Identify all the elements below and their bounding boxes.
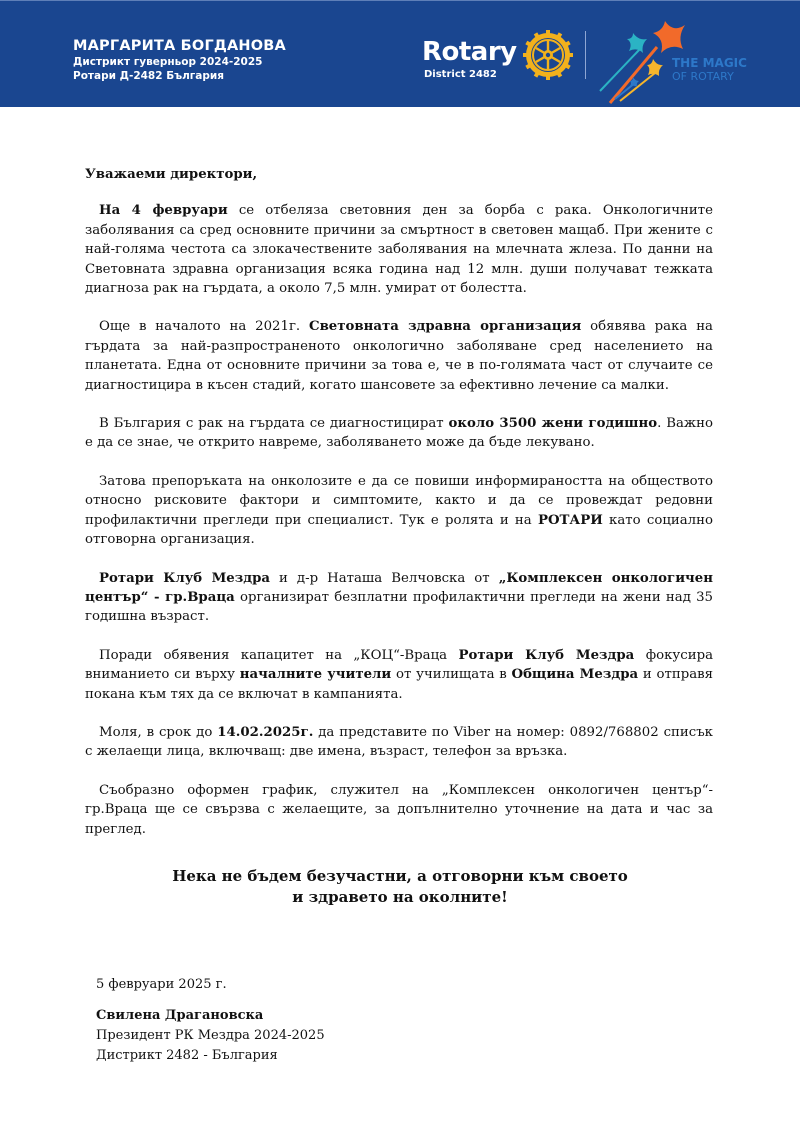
bold-text: началните учители	[239, 667, 392, 683]
closing-line-2: и здравето на околните!	[292, 888, 508, 906]
paragraph-deadline-request	[85, 723, 713, 762]
text: и отправя покана към тях да се включат в кампанията.	[85, 667, 714, 702]
text: обявява рака на гърдата за най-разпространеното онкологично заболяване сред населението на планетата. Една от основните причини за това е, че в по-голямата част от случаите се диагностицира в късен стадий, когато шансовете за ефективно лечение са малки.	[85, 319, 713, 393]
text: организират безплатни профилактични прегледи на жени над 35 годишна възраст.	[85, 589, 713, 625]
text: В България с рак на гърдата се диагностицират	[99, 416, 449, 432]
letterhead-banner	[0, 0, 800, 107]
signature-block	[96, 975, 325, 1066]
governor-title: Дистрикт гуверньор 2024-2025	[73, 56, 263, 68]
bold-text: Световната здравна организация	[308, 319, 582, 335]
theme-line-2: OF ROTARY	[672, 70, 734, 83]
greeting: Уважаеми директори,	[85, 167, 258, 182]
bold-text: Ротари Клуб Мездра	[458, 647, 635, 663]
signer-title: Президент РК Мездра 2024-2025	[96, 1028, 325, 1043]
rotary-logo-text: Rotary	[422, 37, 517, 67]
rotary-district-label: District 2482	[424, 69, 497, 80]
theme-logo-text	[672, 57, 747, 83]
text: от училищата в	[391, 667, 512, 683]
letter-date: 5 февруари 2025 г.	[96, 977, 227, 992]
governor-block	[73, 38, 286, 83]
bold-text: На 4 февруари	[99, 203, 228, 219]
bold-text: „Комплексен онкологичен център“ - гр.Враца	[85, 570, 713, 605]
paragraph-bulgaria-stats	[85, 414, 713, 453]
letter-body	[85, 165, 713, 858]
text: и д-р Наташа Велчовска от	[270, 570, 499, 586]
paragraph-recommendation	[85, 472, 713, 550]
governor-name: МАРГАРИТА БОГДАНОВА	[73, 38, 286, 54]
bold-text: РОТАРИ	[537, 512, 603, 528]
text: Затова препоръката на онколозите е да се повиши информираността на обществото относно рисковите фактори и симптомите, както и да се провеждат редовни профилактични прегледи при специалист. Тук е ролята и на	[85, 473, 713, 528]
text: да представите по Viber на номер: 0892/768802 списък с желаещи лица, включващ: две имена, възраст, телефон за връзка.	[85, 724, 713, 760]
text: се отбеляза световния ден за борба с рака. Онкологичните заболявания са сред основните причини за смъртност в световен мащаб. При жените с най-голяма честота са злокачествените заболявания на млечната жлеза. По данни на Световната здравна организация всяка година над 12 млн. души получават тежката диагноза рак на гърдата, а около 7,5 млн. умират от болестта.	[85, 203, 713, 297]
governor-org: Ротари Д-2482 България	[73, 70, 224, 82]
paragraph-free-checkups	[85, 569, 713, 627]
signer-name: Свилена Драгановска	[96, 1008, 264, 1023]
text: Моля, в срок до	[99, 724, 218, 740]
text: . Важно е да се знае, че открито навреме, заболяването може да бъде лекувано.	[85, 416, 713, 451]
text: фокусира вниманието си върху	[85, 647, 714, 683]
rotary-wheel-icon	[522, 29, 574, 81]
logo-divider	[585, 31, 586, 79]
deadline-date: 14.02.2025г.	[217, 724, 314, 740]
bold-text: Община Мездра	[511, 667, 639, 683]
text: като социално отговорна организация.	[85, 512, 713, 548]
bold-text: около 3500 жени годишно	[448, 416, 658, 432]
paragraph-teachers-focus	[85, 646, 713, 704]
theme-line-1: THE MAGIC	[672, 56, 747, 70]
signer-district: Дистрикт 2482 - България	[96, 1048, 278, 1063]
text: Още в началото на 2021г.	[99, 319, 309, 335]
paragraph-schedule	[85, 781, 713, 839]
closing-appeal	[85, 866, 715, 908]
paragraph-world-cancer-day	[85, 201, 713, 298]
paragraph-who	[85, 317, 713, 395]
text: Поради обявения капацитет на „КОЦ“-Враца	[99, 647, 459, 663]
bold-text: Ротари Клуб Мездра	[99, 570, 271, 586]
text: Съобразно оформен график, служител на „Комплексен онкологичен център“-гр.Враца ще се свързва с желаещите, за допълнително уточнение на дата и час за преглед.	[85, 782, 713, 837]
closing-line-1: Нека не бъдем безучастни, а отговорни към своето	[172, 867, 628, 885]
